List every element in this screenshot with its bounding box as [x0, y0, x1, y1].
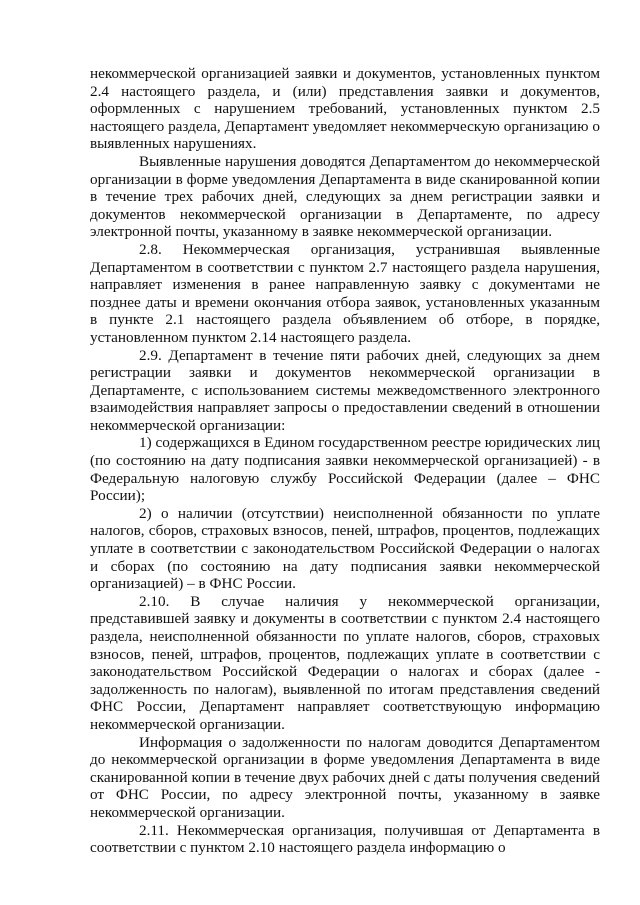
paragraph-2-11: 2.11. Некоммерческая организация, получившая от Департамента в соответствии с пунктом 2.10 настоящего раздела информацию о — [90, 821, 600, 857]
paragraph-2-9-item-2: 2) о наличии (отсутствии) неисполненной обязанности по уплате налогов, сборов, страховых взносов, пеней, штрафов, процентов, подлежащих уплате в соответствии с законодательством Российской Федерации о налогах и сборах (по состоянию на дату подписания заявки некоммерческой организацией) – в ФНС России. — [90, 504, 600, 593]
paragraph-2-9-item-1: 1) содержащихся в Едином государственном реестре юридических лиц (по состоянию на дату подписания заявки некоммерческой организацией) - в Федеральную налоговую службу Российской Федерации (далее – ФНС России); — [90, 434, 600, 505]
document-page — [90, 65, 600, 857]
paragraph-tax-debt-info: Информация о задолженности по налогам доводится Департаментом до некоммерческой организации в форме уведомления Департамента в виде сканированной копии в течение двух рабочих дней с даты получения сведений от ФНС России, по адресу электронной почты, указанному в заявке некоммерческой организации. — [90, 733, 600, 821]
paragraph-2-9: 2.9. Департамент в течение пяти рабочих дней, следующих за днем регистрации заявки и документов некоммерческой организации в Департаменте, с использованием системы межведомственного электронного взаимодействия направляет запросы о предоставлении сведений в отношении некоммерческой организации: — [90, 346, 600, 434]
paragraph-continuation: некоммерческой организацией заявки и документов, установленных пунктом 2.4 настоящего раздела, и (или) представления заявки и документов, оформленных с нарушением требований, установленных пунктом 2.5 настоящего раздела, Департамент уведомляет некоммерческую организацию о выявленных нарушениях. — [90, 65, 600, 153]
paragraph-violations-notice: Выявленные нарушения доводятся Департаментом до некоммерческой организации в форме уведомления Департамента в виде сканированной копии в течение трех рабочих дней, следующих за днем регистрации заявки и документов некоммерческой организации в Департаменте, по адресу электронной почты, указанному в заявке некоммерческой организации. — [90, 152, 600, 241]
paragraph-2-10: 2.10. В случае наличия у некоммерческой организации, представившей заявку и документы в соответствии с пунктом 2.4 настоящего раздела, неисполненной обязанности по уплате налогов, сборов, страховых взносов, пеней, штрафов, процентов, подлежащих уплате в соответствии с законодательством Российской Федерации о налогах и сборах (далее - задолженность по налогам), выявленной по итогам представления сведений ФНС России, Департамент направляет соответствующую информацию некоммерческой организации. — [90, 592, 600, 733]
paragraph-2-8: 2.8. Некоммерческая организация, устранившая выявленные Департаментом в соответствии с пунктом 2.7 настоящего раздела нарушения, направляет изменения в ранее направленную заявку с документами не позднее даты и времени окончания отбора заявок, установленных указанным в пункте 2.1 настоящего раздела объявлением об отборе, в порядке, установленном пунктом 2.14 настоящего раздела. — [90, 240, 600, 346]
